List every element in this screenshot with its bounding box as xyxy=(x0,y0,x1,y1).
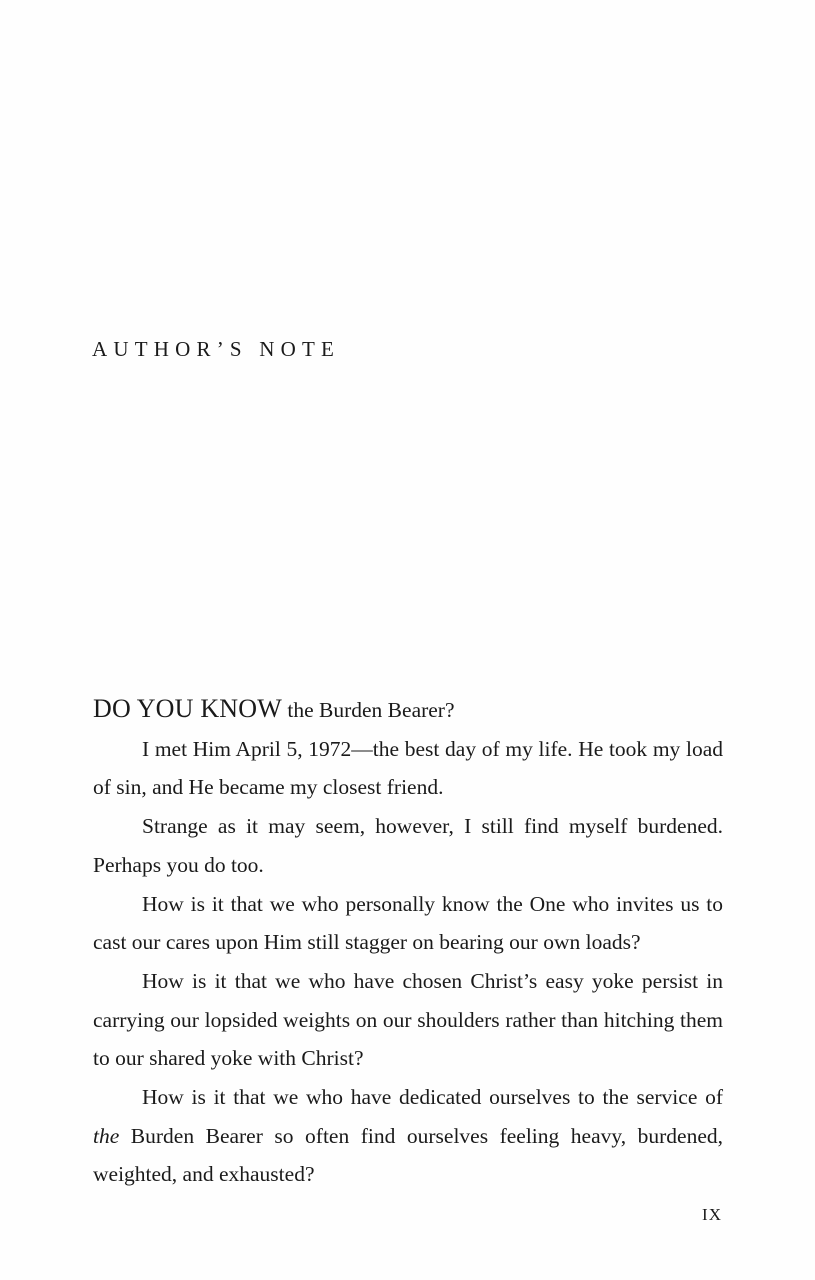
paragraph: Strange as it may seem, however, I still find myself burdened. Perhaps you do too. xyxy=(93,814,723,877)
opening-lead-caps: DO YOU KNOW xyxy=(93,694,282,723)
opening-rest: the Burden Bearer? xyxy=(282,698,455,722)
paragraph-last-after: Burden Bearer so often find ourselves feeling heavy, burdened, weighted, and exhausted? xyxy=(93,1123,723,1187)
paragraph-last xyxy=(93,1078,723,1194)
paragraph-last-before: How is it that we who have dedicated ourselves to the service of xyxy=(142,1085,723,1110)
body-text xyxy=(93,690,723,1194)
paragraph: I met Him April 5, 1972—the best day of my life. He took my load of sin, and He became my closest friend. xyxy=(93,736,723,800)
page-number: IX xyxy=(702,1205,722,1224)
paragraph: How is it that we who have chosen Christ’s easy yoke persist in carrying our lopsided weights on our shoulders rather than hitching them to our shared yoke with Christ? xyxy=(93,968,723,1071)
chapter-heading: AUTHOR’S NOTE xyxy=(92,337,341,361)
opening-line xyxy=(93,690,723,730)
paragraph-last-emphasis: the xyxy=(93,1123,120,1148)
paragraph: How is it that we who personally know the One who invites us to cast our cares upon Him still stagger on bearing our own loads? xyxy=(93,891,723,955)
